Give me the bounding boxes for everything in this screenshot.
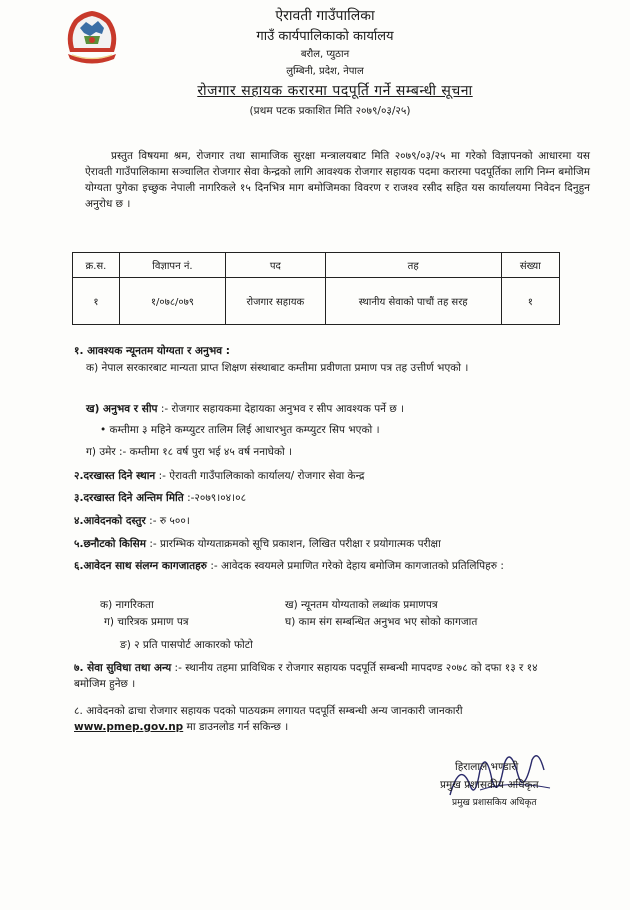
col-serial: क्र.स. xyxy=(73,253,120,278)
section-1-kha-text: :- रोजगार सहायकमा देहायका अनुभव र सीप आवश्यक पर्ने छ । xyxy=(160,403,405,415)
section-2-label: २.दरखास्त दिने स्थान xyxy=(74,470,156,482)
section-1-kha-label: ख) अनुभव र सीप xyxy=(86,403,158,415)
bullet-icon: • xyxy=(100,424,110,436)
doc-photo: ङ) २ प्रति पासपोर्ट आकारको फोटो xyxy=(120,639,253,651)
section-1-bullet-text: कम्तीमा ३ महिने कम्प्युटर तालिम लिई आधारभुत कम्प्युटर सिप भएको । xyxy=(109,424,380,436)
section-5-text: :- प्रारम्भिक योग्यताक्रमको सूचि प्रकाशन, लिखित परीक्षा र प्रयोगात्मक परीक्षा xyxy=(149,538,441,550)
table-header-row xyxy=(73,253,560,278)
publish-date: (प्रथम पटक प्रकाशित मिति २०७९/०३/२५) xyxy=(249,105,411,117)
section-2 xyxy=(74,469,364,483)
col-count: संख्या xyxy=(501,253,559,278)
section-7 xyxy=(74,660,569,692)
cell-position: रोजगार सहायक xyxy=(225,278,325,325)
col-level: तह xyxy=(325,253,501,278)
section-8-text: ८. आवेदनको ढाचा रोजगार सहायक पदको पाठयक्रम लगायत पदपूर्ति सम्बन्धी अन्य जानकारी जानकारी xyxy=(74,705,463,717)
intro-text: प्रस्तुत विषयमा श्रम, रोजगार तथा सामाजिक सुरक्षा मन्त्रालयबाट मिति २०७९/०३/२५ मा गरेको विज्ञापनको आधारमा यस ऐरावती गाउँपालिकामा सञ्चालित रोजगार सेवा केन्द्रको लागि आवश्यक रोजगार सहायक पदमा करारमा पदपूर्तिका लागि निम्न बमोजिम योग्यता पुगेका इच्छुक नेपाली नागरिकले १५ दिनभित्र माग बमोजिमका विवरण र राजश्व रसीद सहित यस कार्यालयमा निवेदन दिनुहुन अनुरोध छ । xyxy=(85,150,590,210)
stamp-text: प्रमुख प्रशासकिय अधिकृत xyxy=(452,798,537,808)
section-1-title: १. आवश्यक न्यूनतम योग्यता र अनुभव : xyxy=(74,345,230,357)
section-1-kha xyxy=(86,402,404,416)
intro-paragraph xyxy=(85,148,590,212)
notice-subject: रोजगार सहायक करारमा पदपूर्ति गर्ने सम्बन्धी सूचना xyxy=(197,83,473,99)
section-4 xyxy=(74,514,190,528)
section-6-label: ६.आवेदन साथ संलग्न कागजातहरु xyxy=(74,560,207,572)
section-4-label: ४.आवेदनको दस्तुर xyxy=(74,515,146,527)
office-subtitle: गाउँ कार्यपालिकाको कार्यालय xyxy=(256,29,394,44)
cell-ad-number: १/०७८/०७९ xyxy=(119,278,225,325)
cell-serial: १ xyxy=(73,278,120,325)
nepal-emblem-icon xyxy=(62,8,122,66)
doc-experience: घ) काम संग सम्बन्धित अनुभव भए सोको कागजात xyxy=(285,616,478,628)
section-4-text: :- रु ५००। xyxy=(149,515,190,527)
cell-level: स्थानीय सेवाको पाचौं तह सरह xyxy=(325,278,501,325)
office-province: लुम्बिनी, प्रदेश, नेपाल xyxy=(286,66,364,77)
section-3-label: ३.दरखास्त दिने अन्तिम मिति xyxy=(74,492,184,504)
signatory-name: हिरालाल भण्डारी xyxy=(455,761,519,773)
office-name: ऐरावती गाउँपालिका xyxy=(275,8,375,24)
section-2-text: :- ऐरावती गाउँपालिकाको कार्यालय/ रोजगार सेवा केन्द्र xyxy=(158,470,365,482)
section-7-text: :- स्थानीय तहमा प्राविधिक र रोजगार सहायक पदपूर्ति सम्बन्धी मापदण्ड २०७८ को दफा १३ र १४ बमोजिम हुनेछ । xyxy=(74,662,538,690)
table-row xyxy=(73,278,560,325)
section-3 xyxy=(74,491,246,505)
doc-character: ग) चारित्रक प्रमाण पत्र xyxy=(104,616,189,628)
section-1-ka: क) नेपाल सरकारबाट मान्यता प्राप्त शिक्षण संस्थाबाट कम्तीमा प्रवीणता प्रमाण पत्र तह उत्तीर्ण भएको । xyxy=(86,362,469,374)
section-6 xyxy=(74,558,569,574)
section-7-label: ७. सेवा सुविधा तथा अन्य xyxy=(74,662,172,674)
section-3-text: :-२०७९।०४।०८ xyxy=(187,492,247,504)
cell-count: १ xyxy=(501,278,559,325)
section-5 xyxy=(74,537,441,551)
section-1-bullet xyxy=(100,423,380,437)
col-position: पद xyxy=(225,253,325,278)
office-address: बरौल, प्युठान xyxy=(300,49,350,60)
section-1-ga: ग) उमेर :- कम्तीमा १८ वर्ष पुरा भई ४५ वर्ष ननाघेको । xyxy=(86,446,293,458)
section-5-label: ५.छनौटको किसिम xyxy=(74,538,146,550)
section-8 xyxy=(74,703,569,735)
doc-citizenship: क) नागरिकता xyxy=(100,599,154,611)
section-8-after: मा डाउनलोड गर्न सकिन्छ । xyxy=(186,721,289,733)
signatory-title: प्रमुख प्रशासकीय अधिकृत xyxy=(440,779,539,791)
section-6-text: :- आवेदक स्वयमले प्रमाणित गरेको देहाय बमोजिम कागजातको प्रतिलिपिहरु : xyxy=(210,560,504,572)
doc-marksheet: ख) न्यूनतम योग्यताको लब्धांक प्रमाणपत्र xyxy=(285,599,438,611)
col-ad-number: विज्ञापन नं. xyxy=(119,253,225,278)
pmep-link[interactable]: www.pmep.gov.np xyxy=(74,721,184,733)
vacancy-table xyxy=(72,252,560,325)
